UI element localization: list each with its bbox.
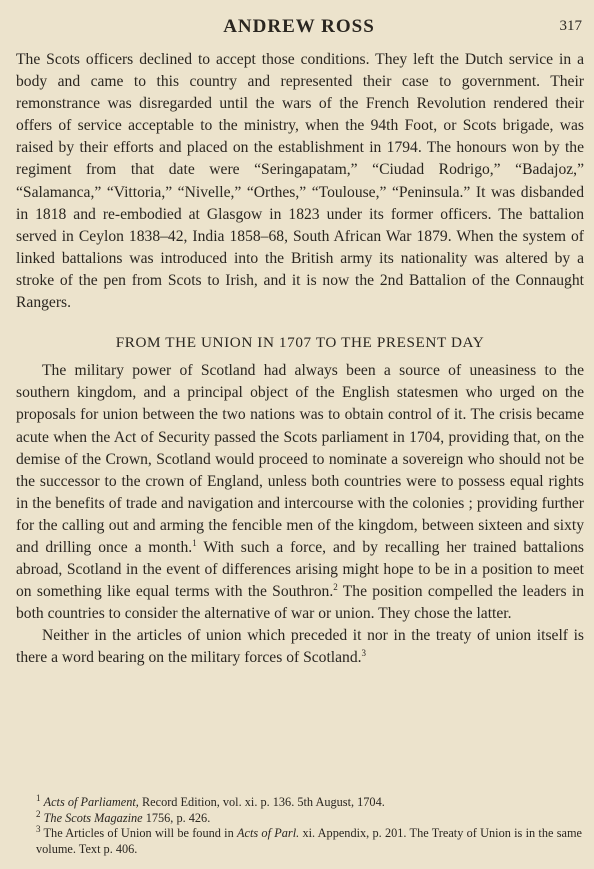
footnote-text: xi. Appendix, p. 201. The Treaty of Union is in the same volume. Text p. 406. xyxy=(36,826,582,856)
footnote-mark: 2 xyxy=(36,808,41,819)
footnote-ref-2: 2 xyxy=(333,581,338,592)
footnote-text: 1756, p. 426. xyxy=(142,810,211,825)
footnote-ref-1: 1 xyxy=(192,537,197,548)
footnote-pre: The Articles of Union will be found in xyxy=(40,826,237,840)
running-head: ANDREW ROSS xyxy=(223,16,375,37)
paragraph-1: The Scots officers declined to accept those conditions. They left the Dutch service in a body and came to this country and represented their case to government. Their remonstrance was disregarded until the wars of the French Revolution rendered their offers of service acceptable to the ministry, when the 94th Foot, or Scots brigade, was raised by their efforts and placed on the establishment in 1794. The honours won by the regiment from that date were “Seringapatam,” “Ciudad Rodrigo,” “Badajoz,” “Salamanca,” “Vittoria,” “Nivelle,” “Orthes,” “Toulouse,” “Peninsula.” It was disbanded in 1818 and re-embodied at Glasgow in 1823 under its former officers. The battalion served in Ceylon 1838–42, India 1858–68, South African War 1879. When the system of linked battalions was introduced into the British army its nationality was altered by a stroke of the pen from Scots to Irish, and it is now the 2nd Battalion of the Connaught Rangers. xyxy=(16,51,584,312)
footnote-ref-3: 3 xyxy=(361,648,367,659)
paragraph-2-part-a: The military power of Scotland had always been a source of uneasiness to the southern kingdom, and a principal object of the English statesmen who urged on the proposals for union between the two nations was to obtain control of it. The crisis became acute when the Act of Security passed the Scots parliament in 1704, providing that, on the demise of the Crown, Scotland would proceed to nominate a sovereign who should not be the successor to the crown of England, unless both countries were to possess equal rights in the benefits of trade and navigation and intercourse with the colonies ; providing further for the calling out and arming the fencible men of the kingdom, between sixteen and sixty and drilling once a month. xyxy=(16,362,584,556)
footnote-2 xyxy=(16,808,582,827)
body-text xyxy=(16,49,584,670)
footnote-title: Acts of Parliament, xyxy=(43,795,139,809)
footnote-1 xyxy=(16,792,582,811)
footnote-text: Record Edition, vol. xi. p. 136. 5th August, 1704. xyxy=(138,795,385,809)
page-header xyxy=(16,10,582,40)
paragraph-2 xyxy=(16,360,584,625)
paragraph-3-text: Neither in the articles of union which preceded it nor in the treaty of union itself is there a word bearing on the military forces of Scotland. xyxy=(16,627,584,667)
section-heading: FROM THE UNION IN 1707 TO THE PRESENT DAY xyxy=(115,334,485,352)
footnote-title: The Scots Magazine xyxy=(43,810,143,825)
footnote-mark: 3 xyxy=(36,823,41,834)
paragraph-2-part-c: The position compelled the leaders in both countries to consider the alternative of war or union. They chose the latter. xyxy=(16,583,584,623)
paragraph-2-part-b: With such a force, and by recalling her trained battalions abroad, Scotland in the event of differences arising might hope to be in a position to meet on something like equal terms with the Southron. xyxy=(16,538,584,601)
paragraph-3 xyxy=(16,625,584,669)
footnote-title: Acts of Parl. xyxy=(236,826,300,840)
footnote-3 xyxy=(16,823,582,857)
page-number: 317 xyxy=(559,18,582,34)
footnotes xyxy=(16,792,582,857)
footnote-mark: 1 xyxy=(36,792,41,803)
